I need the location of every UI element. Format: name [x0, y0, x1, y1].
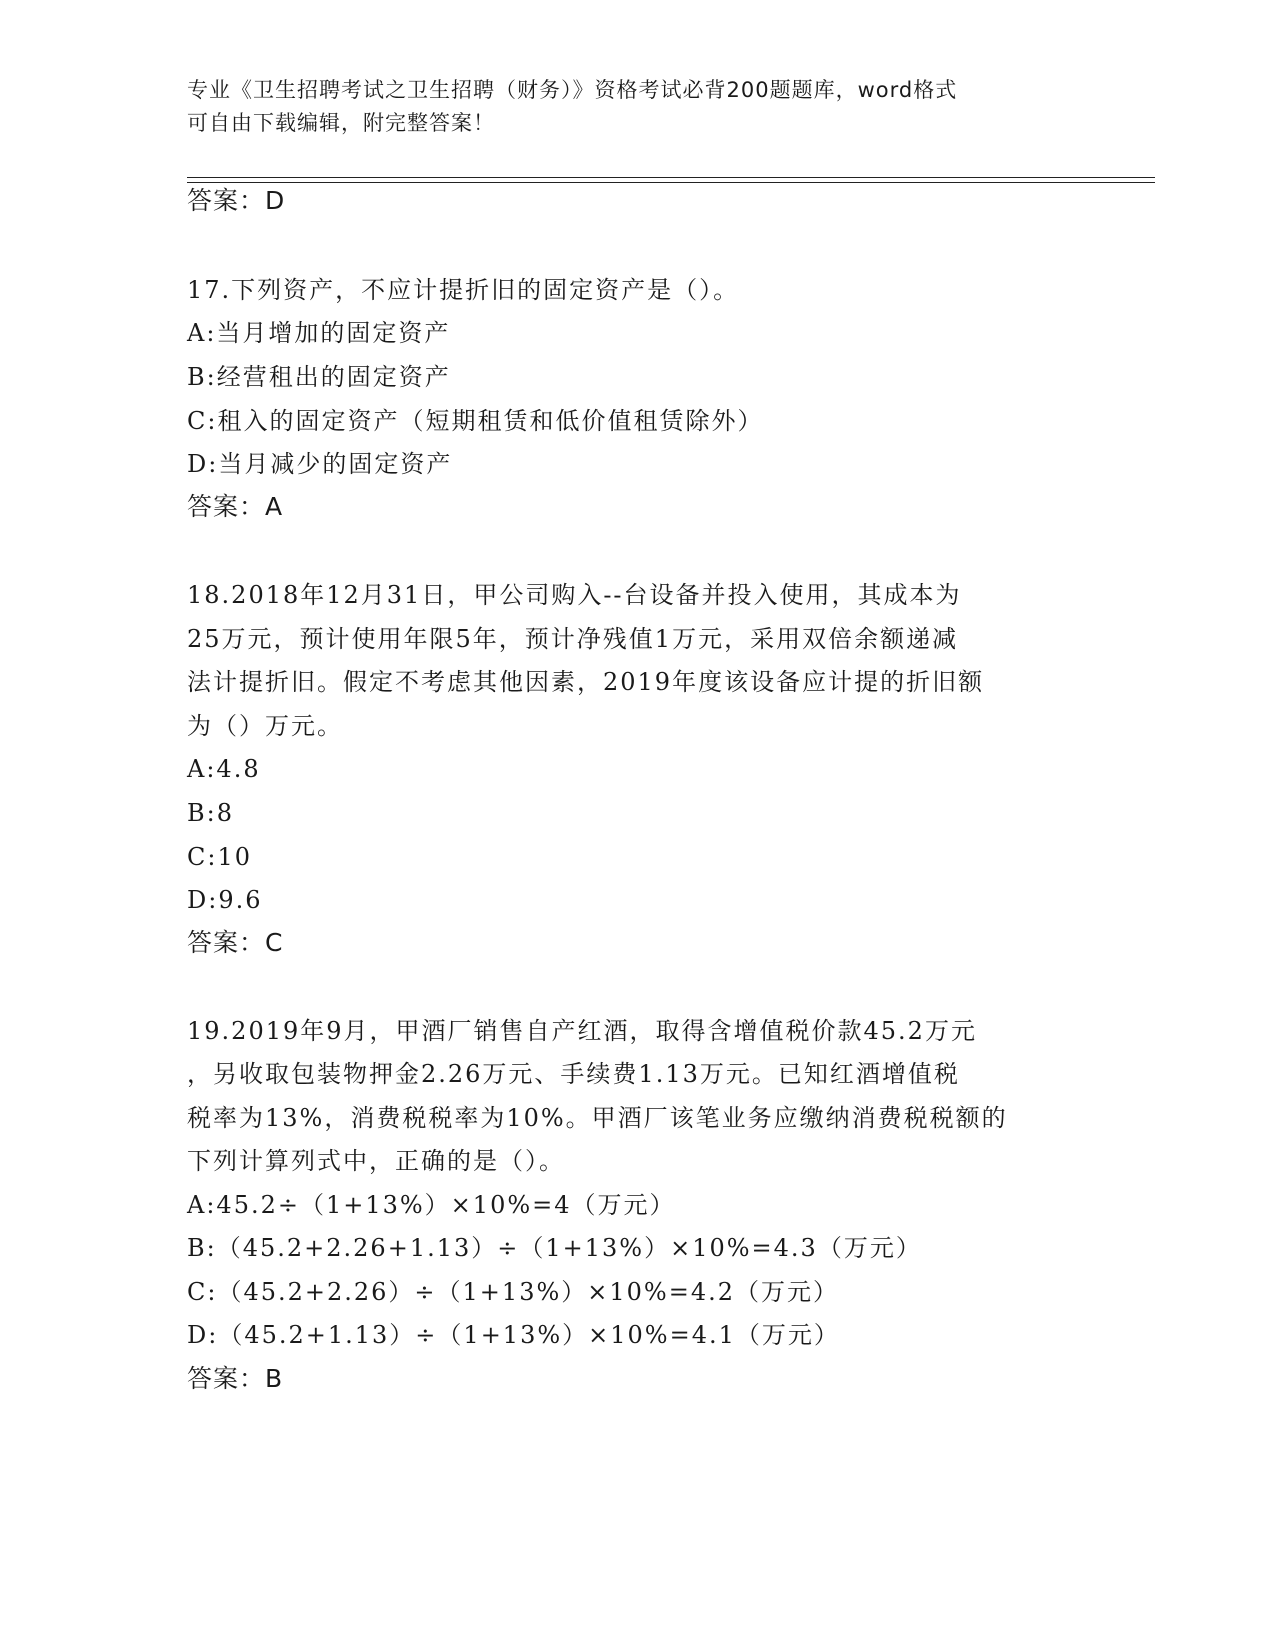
question-18-stem-line-1: 18.2018年12月31日，甲公司购入--台设备并投入使用，其成本为: [187, 581, 962, 609]
question-18-stem-line-2: 25万元，预计使用年限5年，预计净残值1万元，采用双倍余额递减: [187, 625, 959, 653]
question-19-stem-line-1: 19.2019年9月，甲酒厂销售自产红酒，取得含增值税价款45.2万元: [187, 1017, 977, 1045]
header-line-1: 专业《卫生招聘考试之卫生招聘（财务）》资格考试必背200题题库，word格式: [187, 78, 958, 102]
question-19-stem-line-4: 下列计算列式中，正确的是（）。: [187, 1147, 565, 1175]
header-line-2: 可自由下载编辑，附完整答案！: [187, 111, 495, 135]
document-header: [187, 74, 1087, 140]
question-17-answer: 答案：A: [187, 492, 284, 521]
question-19-option-a: A:45.2÷（1+13%）×10%=4（万元）: [187, 1191, 676, 1219]
question-18-stem-line-4: 为（）万元。: [187, 712, 343, 740]
header-divider-top: [187, 177, 1155, 178]
question-18-stem-line-3: 法计提折旧。假定不考虑其他因素，2019年度该设备应计提的折旧额: [187, 668, 985, 696]
question-17-option-b: B:经营租出的固定资产: [187, 363, 451, 391]
question-18-option-b: B:8: [187, 799, 234, 827]
question-19-answer: 答案：B: [187, 1364, 284, 1393]
header-divider-bottom: [187, 182, 1155, 183]
question-17-stem: 17.下列资产，不应计提折旧的固定资产是（）。: [187, 276, 740, 304]
question-17-option-c: C:租入的固定资产（短期租赁和低价值租赁除外）: [187, 407, 764, 435]
question-18-option-a: A:4.8: [187, 755, 261, 783]
question-19-option-c: C:（45.2+2.26）÷（1+13%）×10%=4.2（万元）: [187, 1278, 839, 1306]
question-19-option-b: B:（45.2+2.26+1.13）÷（1+13%）×10%=4.3（万元）: [187, 1234, 922, 1262]
previous-answer: 答案：D: [187, 186, 286, 215]
question-18-option-d: D:9.6: [187, 886, 263, 914]
question-17-option-d: D:当月减少的固定资产: [187, 450, 453, 478]
question-19-option-d: D:（45.2+1.13）÷（1+13%）×10%=4.1（万元）: [187, 1321, 840, 1349]
question-18-option-c: C:10: [187, 843, 252, 871]
question-17-option-a: A:当月增加的固定资产: [187, 319, 451, 347]
question-19-stem-line-3: 税率为13%，消费税税率为10%。甲酒厂该笔业务应缴纳消费税税额的: [187, 1104, 1008, 1132]
question-19-stem-line-2: ，另收取包装物押金2.26万元、手续费1.13万元。已知红酒增值税: [187, 1060, 960, 1088]
question-18-answer: 答案：C: [187, 928, 284, 957]
